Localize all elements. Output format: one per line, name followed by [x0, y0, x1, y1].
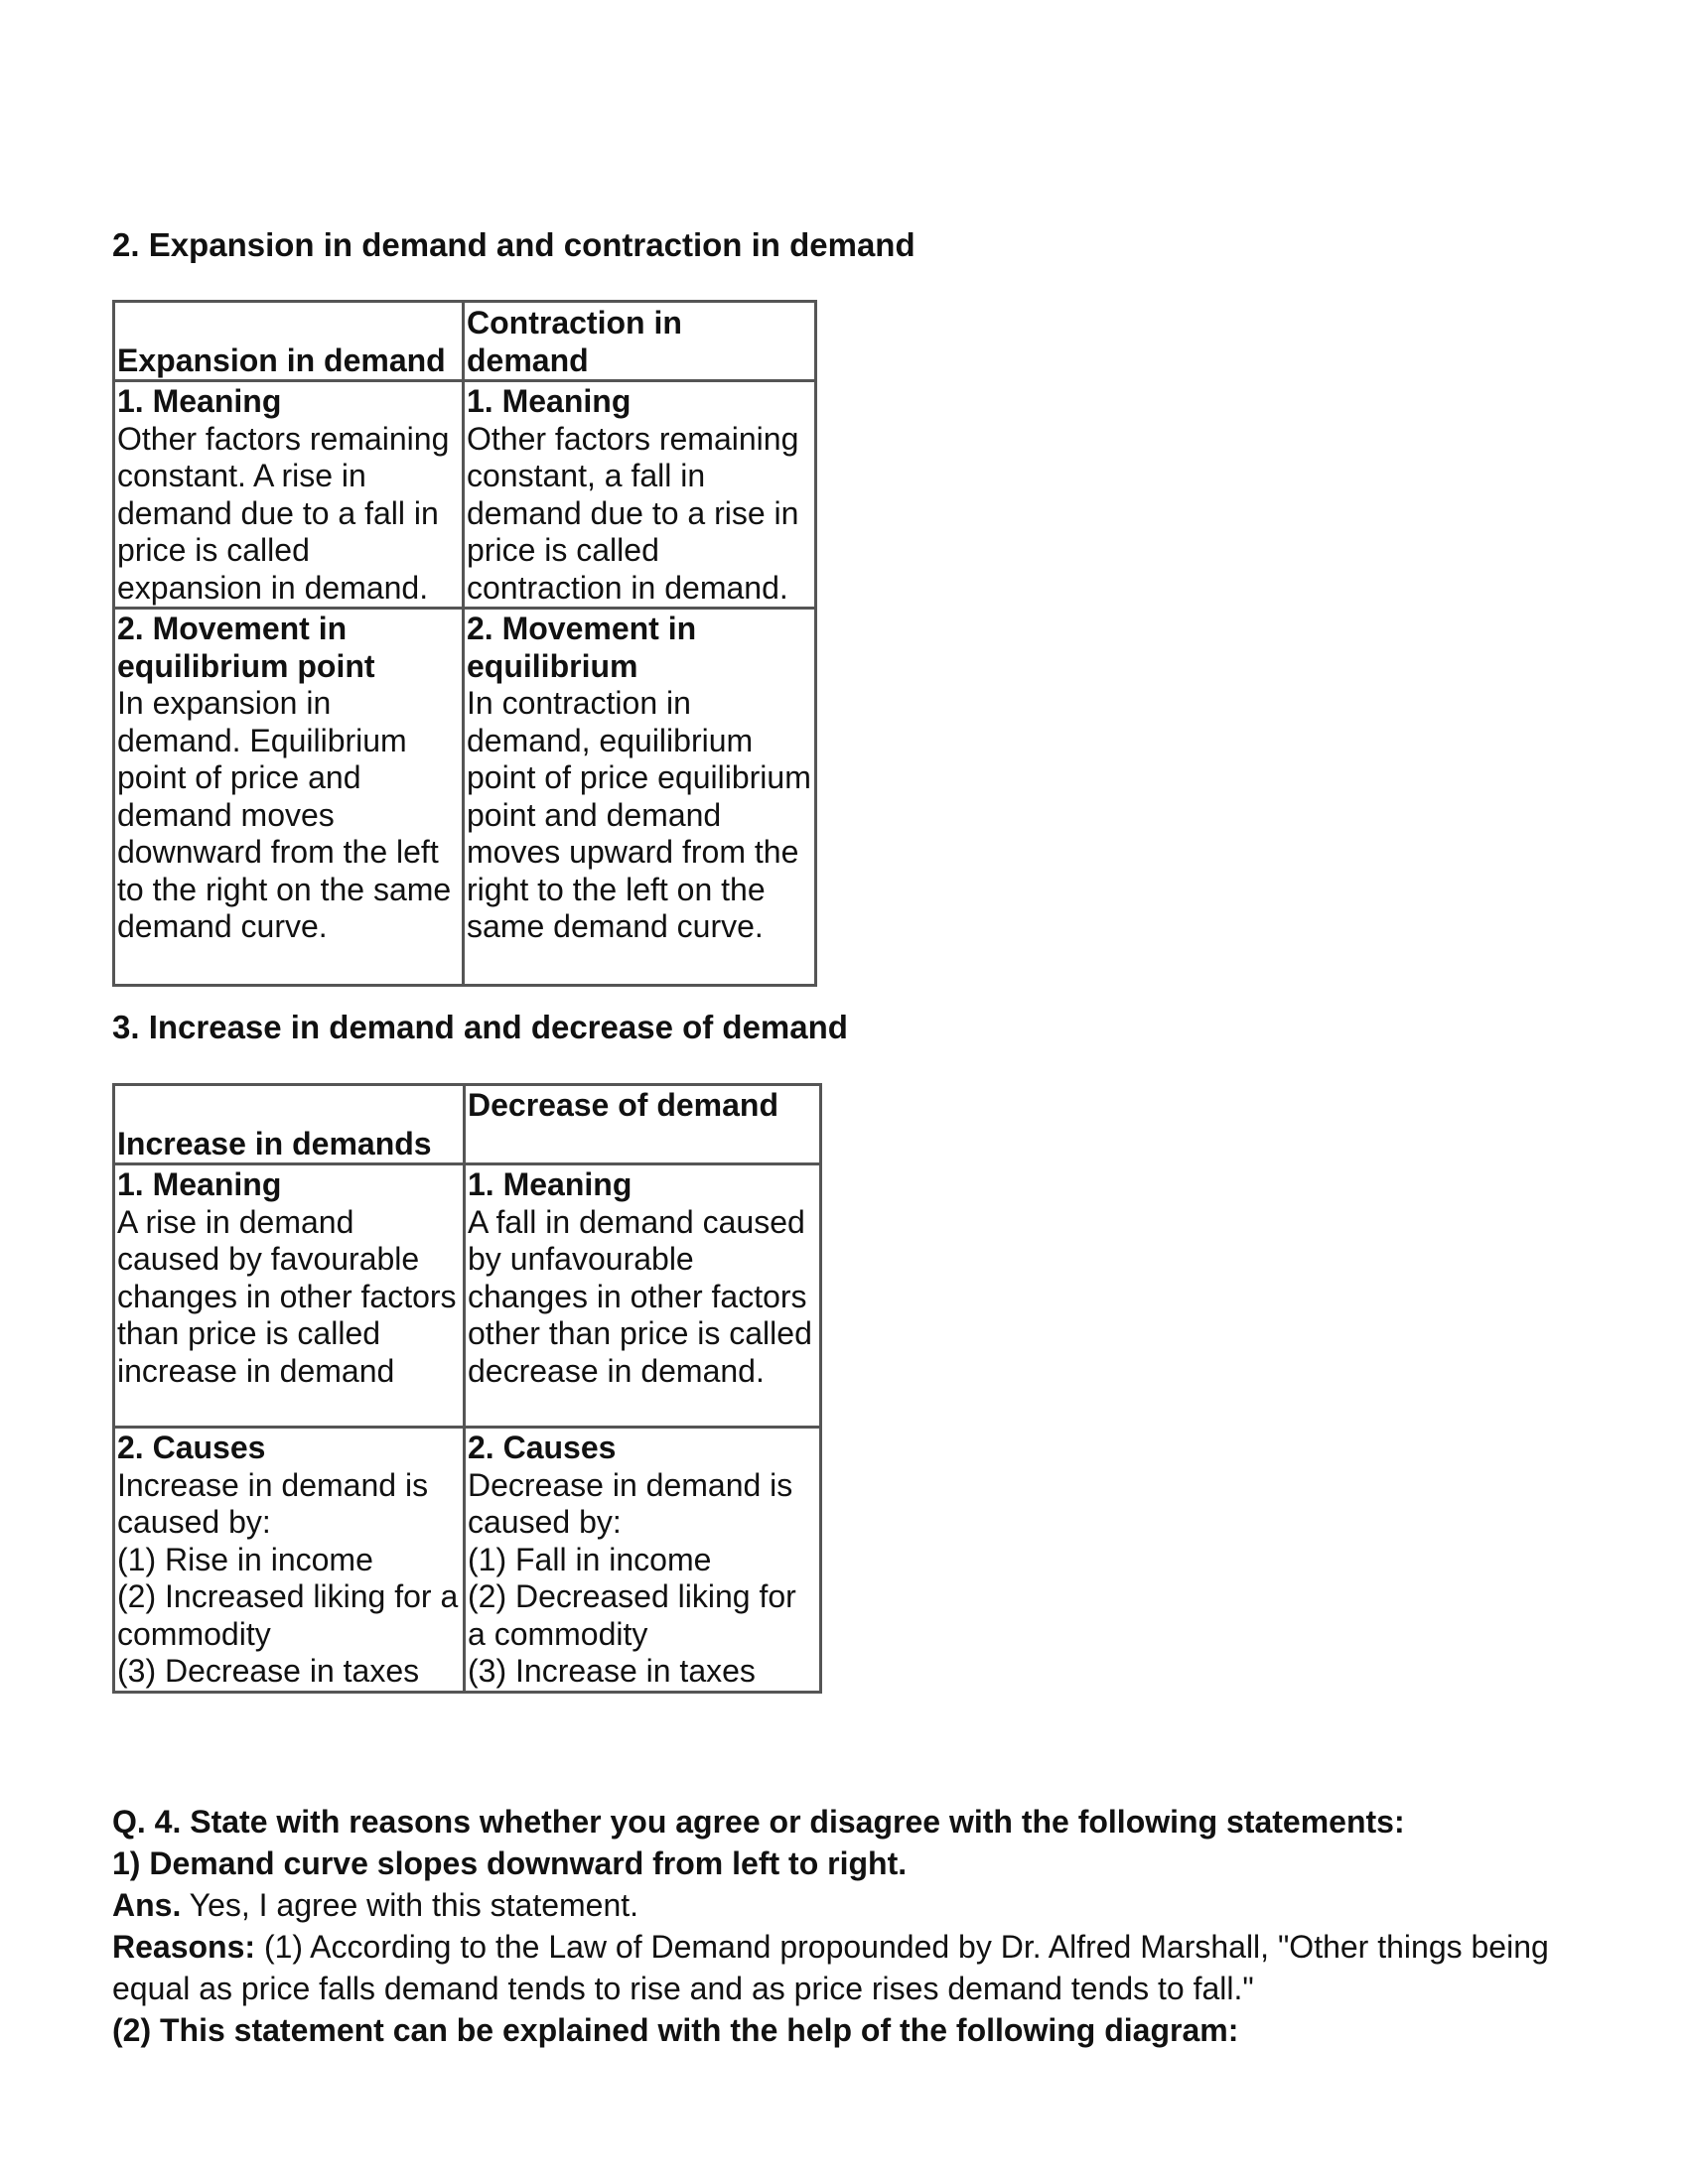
cell-subheading: 2. Movement in equilibrium — [467, 611, 697, 684]
comparison-table-increase-decrease — [112, 1083, 822, 1694]
table-row — [114, 381, 816, 609]
cell-subheading: 2. Causes — [117, 1430, 266, 1465]
question-block — [112, 1801, 1582, 2051]
table-cell — [464, 609, 816, 986]
cell-line: (1) Rise in income — [117, 1541, 373, 1577]
answer-text: Yes, I agree with this statement. — [181, 1887, 639, 1923]
reasons-text: (1) According to the Law of Demand propounded by Dr. Alfred Marshall, "Other things being equal as price falls demand tends to rise and as price rises demand tends to fall." — [112, 1929, 1549, 2006]
question-line: Q. 4. State with reasons whether you agree or disagree with the following statements: — [112, 1804, 1405, 1840]
point-two-line: (2) This statement can be explained with the help of the following diagram: — [112, 2012, 1239, 2048]
cell-line: (2) Decreased liking for a commodity — [468, 1578, 796, 1652]
section-heading: 3. Increase in demand and decrease of demand — [112, 1009, 848, 1045]
reasons-label: Reasons: — [112, 1929, 256, 1965]
cell-subheading: 1. Meaning — [468, 1166, 633, 1202]
column-header: Expansion in demand — [114, 302, 464, 381]
cell-text: A fall in demand caused by unfavourable changes in other factors other than price is called decrease in demand. — [468, 1203, 812, 1389]
reasons-paragraph — [112, 1926, 1582, 2009]
cell-line: Decrease in demand is caused by: — [468, 1466, 793, 1540]
table-header-row — [114, 302, 816, 381]
cell-text: In expansion in demand. Equilibrium point of price and demand moves downward from the left to the right on the same demand curve. — [117, 685, 452, 944]
cell-line: (2) Increased liking for a commodity — [117, 1578, 459, 1652]
statement-line: 1) Demand curve slopes downward from left to right. — [112, 1845, 908, 1881]
answer-line — [112, 1884, 1582, 1926]
table-row — [114, 1428, 821, 1693]
table-cell — [465, 1428, 821, 1693]
cell-text: Other factors remaining constant, a fall in demand due to a rise in price is called contraction in demand. — [467, 420, 799, 606]
cell-text: Other factors remaining constant. A rise in demand due to a fall in price is called expansion in demand. — [117, 420, 450, 606]
column-header: Increase in demands — [114, 1085, 465, 1164]
table-cell — [114, 1164, 465, 1428]
column-header: Contraction in demand — [464, 302, 816, 381]
answer-label: Ans. — [112, 1887, 182, 1923]
cell-text: In contraction in demand, equilibrium point of price equilibrium point and demand moves upward from the right to the left on the same demand curve. — [467, 685, 811, 944]
table-cell — [114, 381, 464, 609]
cell-line: (3) Increase in taxes — [468, 1653, 756, 1689]
cell-subheading: 2. Causes — [468, 1430, 617, 1465]
cell-line: (1) Fall in income — [468, 1541, 712, 1577]
table-row — [114, 609, 816, 986]
column-header: Decrease of demand — [465, 1085, 821, 1164]
cell-subheading: 1. Meaning — [117, 1166, 282, 1202]
table-cell — [464, 381, 816, 609]
comparison-table-expansion-contraction — [112, 300, 817, 987]
table-header-row — [114, 1085, 821, 1164]
table-cell — [114, 609, 464, 986]
table-row — [114, 1164, 821, 1428]
table-cell — [465, 1164, 821, 1428]
table-cell — [114, 1428, 465, 1693]
cell-subheading: 1. Meaning — [467, 383, 632, 419]
cell-subheading: 2. Movement in equilibrium point — [117, 611, 375, 684]
cell-subheading: 1. Meaning — [117, 383, 282, 419]
section-heading: 2. Expansion in demand and contraction in demand — [112, 226, 915, 263]
cell-line: Increase in demand is caused by: — [117, 1466, 429, 1540]
cell-line: (3) Decrease in taxes — [117, 1653, 420, 1689]
cell-text: A rise in demand caused by favourable changes in other factors than price is called increase in demand — [117, 1203, 457, 1389]
